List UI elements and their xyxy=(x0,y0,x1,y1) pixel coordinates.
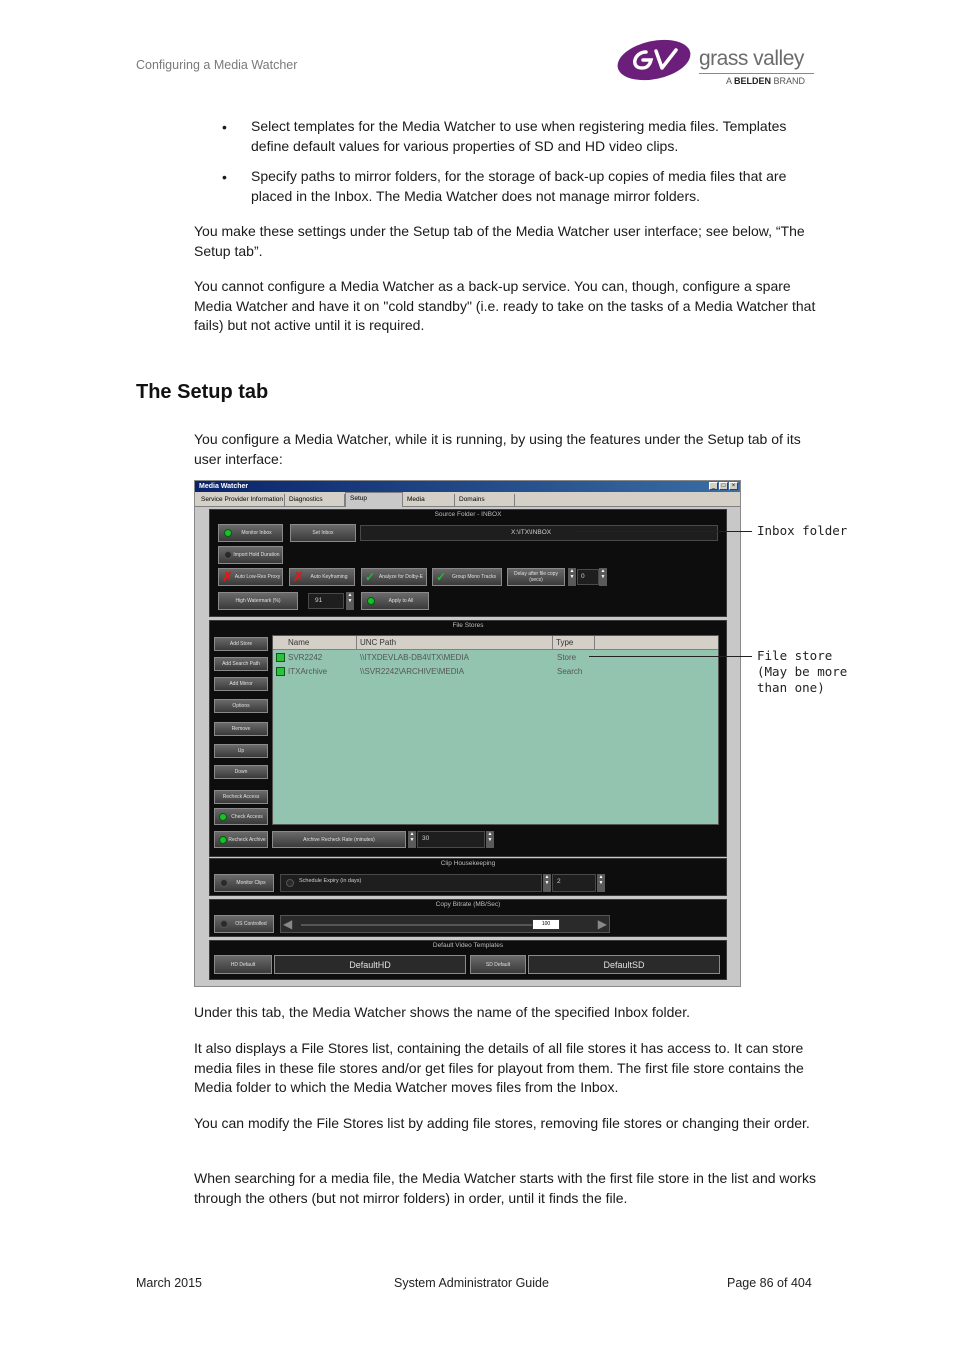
check-icon: ✓ xyxy=(436,570,447,584)
logo-tagline: A BELDEN BRAND xyxy=(726,76,806,86)
expiry-spin-down-icon[interactable]: ▲ ▼ xyxy=(543,874,551,892)
analyze-dolby-button[interactable]: ✓ Analyze for Dolby-E xyxy=(361,568,427,586)
hd-template-value: DefaultHD xyxy=(274,955,466,974)
window-title: Media Watcher xyxy=(195,481,740,492)
status-led-icon xyxy=(220,920,228,928)
status-led-icon xyxy=(219,836,227,844)
status-led-icon xyxy=(286,879,294,887)
delay-value-field[interactable]: 0 xyxy=(577,569,599,585)
sd-template-value: DefaultSD xyxy=(528,955,720,974)
cross-icon: ✗ xyxy=(293,569,304,584)
slider-thumb[interactable]: 100 xyxy=(532,919,560,930)
slider-right-arrow-icon[interactable]: ▶ xyxy=(597,917,607,931)
paragraph: When searching for a media file, the Media Watcher starts with the first file store in the list and works through the others (but not mirror folders) in order, until it finds the file. xyxy=(194,1170,816,1206)
spin-up-icon[interactable]: ▲ ▼ xyxy=(599,568,607,586)
footer-date: March 2015 xyxy=(136,1276,203,1290)
panel-title: Source Folder - INBOX xyxy=(434,511,502,518)
sd-default-button[interactable]: SD Default xyxy=(470,955,526,974)
expiry-value-field[interactable]: 2 xyxy=(552,874,596,892)
column-header-type[interactable]: Type xyxy=(553,636,595,650)
status-led-icon xyxy=(224,529,232,537)
check-access-button[interactable]: Check Access xyxy=(214,808,268,825)
paragraph: You make these settings under the Setup tab of the Media Watcher user interface; see below, “The Setup tab”. xyxy=(194,223,805,259)
status-led-icon xyxy=(219,813,227,821)
recheck-access-button[interactable]: Recheck Access xyxy=(214,790,268,804)
table-row[interactable] xyxy=(273,665,718,678)
panel-title: File Stores xyxy=(452,622,484,629)
bullet-marker: • xyxy=(222,119,227,135)
remove-button[interactable]: Remove xyxy=(214,722,268,736)
inbox-callout: Inbox folder xyxy=(757,523,848,538)
row-unc-path: \\ITXDEVLAB-DB4\ITX\MEDIA xyxy=(360,653,469,662)
auto-keyframing-button[interactable]: ✗ Auto Keyframing xyxy=(289,568,355,586)
rate-spin-down-icon[interactable]: ▲ ▼ xyxy=(408,831,416,848)
up-button[interactable]: Up xyxy=(214,744,268,758)
archive-rate-label: Archive Recheck Rate (minutes) xyxy=(272,831,406,848)
tab-diagnostics[interactable]: Diagnostics xyxy=(285,494,345,506)
status-led-icon xyxy=(224,551,232,559)
section-heading: The Setup tab xyxy=(136,381,269,403)
tab-domains[interactable]: Domains xyxy=(455,494,515,506)
table-row[interactable] xyxy=(273,651,718,664)
clip-housekeeping-panel xyxy=(209,858,727,896)
file-store-callout: (May be more xyxy=(757,664,848,679)
inbox-callout-line xyxy=(574,531,752,532)
list-header xyxy=(273,636,718,650)
paragraph: You can modify the File Stores list by adding file stores, removing file stores or changing their order. xyxy=(194,1115,810,1131)
panel-title: Default Video Templates xyxy=(432,942,504,949)
import-hold-button[interactable]: Import Hold Duration xyxy=(218,546,283,564)
tab-setup[interactable]: Setup xyxy=(345,492,403,507)
logo-rule xyxy=(699,73,814,74)
os-controlled-button[interactable]: OS Controlled xyxy=(214,915,274,933)
monitor-clips-button[interactable]: Monitor Clips xyxy=(214,874,274,892)
bullet-item: Select templates for the Media Watcher to use when registering media files. Templates define default values for various properties of SD and HD video clips. xyxy=(251,118,787,154)
footer-page: Page 86 of 404 xyxy=(727,1276,812,1290)
source-folder-panel xyxy=(209,509,727,617)
row-name: ITXArchive xyxy=(288,667,328,676)
minimize-button[interactable]: _ xyxy=(709,482,718,490)
bullet-marker: • xyxy=(222,169,227,185)
high-watermark-label: High Watermark (%) xyxy=(218,592,298,610)
spin-down-icon[interactable]: ▲ ▼ xyxy=(568,568,576,586)
logo-wordmark: grass valley xyxy=(699,47,804,70)
add-mirror-button[interactable]: Add Mirror xyxy=(214,677,268,691)
rate-spin-up-icon[interactable]: ▲ ▼ xyxy=(486,831,494,848)
paragraph: You configure a Media Watcher, while it is running, by using the features under the Setup tab of its user interface: xyxy=(194,431,801,467)
paragraph: Under this tab, the Media Watcher shows the name of the specified Inbox folder. xyxy=(194,1004,690,1020)
slider-track xyxy=(301,924,551,926)
file-stores-list[interactable] xyxy=(272,635,719,825)
column-header-name[interactable]: Name xyxy=(285,636,357,650)
archive-rate-field[interactable]: 30 xyxy=(417,831,485,848)
cross-icon: ✗ xyxy=(222,569,233,584)
down-button[interactable]: Down xyxy=(214,765,268,779)
watermark-spinner-icon[interactable]: ▲ ▼ xyxy=(346,592,354,610)
file-store-callout: File store xyxy=(757,648,833,663)
paragraph: You cannot configure a Media Watcher as a back-up service. You can, though, configure a spare Media Watcher and have it on "cold standby" (i.e. ready to take on the tasks of a Media Watcher that fails) but not active until it is required. xyxy=(194,278,816,333)
recheck-archive-button[interactable]: Recheck Archive xyxy=(214,831,268,848)
hd-default-button[interactable]: HD Default xyxy=(214,955,272,974)
apply-to-all-button[interactable]: Apply to All xyxy=(361,592,429,610)
row-type: Search xyxy=(557,667,583,676)
schedule-expiry-field: Schedule Expiry (in days) xyxy=(280,874,542,892)
running-header: Configuring a Media Watcher xyxy=(136,58,298,72)
row-unc-path: \\SVR2242\ARCHIVE\MEDIA xyxy=(360,667,465,676)
status-led-icon xyxy=(220,879,228,887)
default-templates-panel xyxy=(209,940,727,980)
watermark-value-field[interactable]: 91 xyxy=(308,593,344,609)
footer-guide: System Administrator Guide xyxy=(394,1276,549,1290)
status-led-icon xyxy=(367,597,375,605)
file-store-icon xyxy=(276,653,285,662)
gv-logo-icon xyxy=(616,38,696,82)
file-store-icon xyxy=(276,667,285,676)
maximize-button[interactable]: □ xyxy=(719,482,728,490)
paragraph: It also displays a File Stores list, containing the details of all file stores it has access to. It can store media files in these file stores and/or get files for playout from them. The first file store contains the Media folder to which the Media Watcher moves files from the Inbox. xyxy=(194,1040,804,1095)
set-inbox-button[interactable]: Set Inbox xyxy=(290,524,356,542)
bitrate-slider[interactable] xyxy=(280,915,610,933)
slider-left-arrow-icon[interactable]: ◀ xyxy=(283,917,293,931)
file-store-callout: than one) xyxy=(757,680,825,695)
check-icon: ✓ xyxy=(365,570,376,584)
column-header-unc-path[interactable]: UNC Path xyxy=(357,636,553,650)
file-store-callout-line xyxy=(589,656,752,657)
group-mono-button[interactable]: ✓ Group Mono Tracks xyxy=(432,568,502,586)
panel-title: Copy Bitrate (MB/Sec) xyxy=(435,901,501,908)
grass-valley-logo xyxy=(616,38,816,90)
copy-bitrate-panel xyxy=(209,899,727,937)
expiry-spin-up-icon[interactable]: ▲ ▼ xyxy=(597,874,605,892)
auto-low-res-button[interactable]: ✗ Auto Low-Res Proxy xyxy=(218,568,283,586)
tab-service-provider[interactable]: Service Provider Information xyxy=(197,494,285,506)
options-button[interactable]: Options xyxy=(214,699,268,713)
add-store-button[interactable]: Add Store xyxy=(214,637,268,651)
media-watcher-screenshot xyxy=(194,480,741,987)
row-name: SVR2242 xyxy=(288,653,323,662)
delay-after-file-label: Delay after file copy (secs) xyxy=(507,568,565,586)
inbox-path-field: X:\ITX\INBOX xyxy=(360,525,718,541)
add-search-path-button[interactable]: Add Search Path xyxy=(214,657,268,671)
tab-bar xyxy=(195,492,740,507)
row-type: Store xyxy=(557,653,577,662)
close-button[interactable]: × xyxy=(729,482,738,490)
bullet-item: Specify paths to mirror folders, for the storage of back-up copies of media files that are placed in the Inbox. The Media Watcher does not manage mirror folders. xyxy=(251,168,787,204)
tab-media[interactable]: Media xyxy=(403,494,455,506)
panel-title: Clip Housekeeping xyxy=(440,860,496,867)
monitor-inbox-button[interactable]: Monitor Inbox xyxy=(218,524,283,542)
